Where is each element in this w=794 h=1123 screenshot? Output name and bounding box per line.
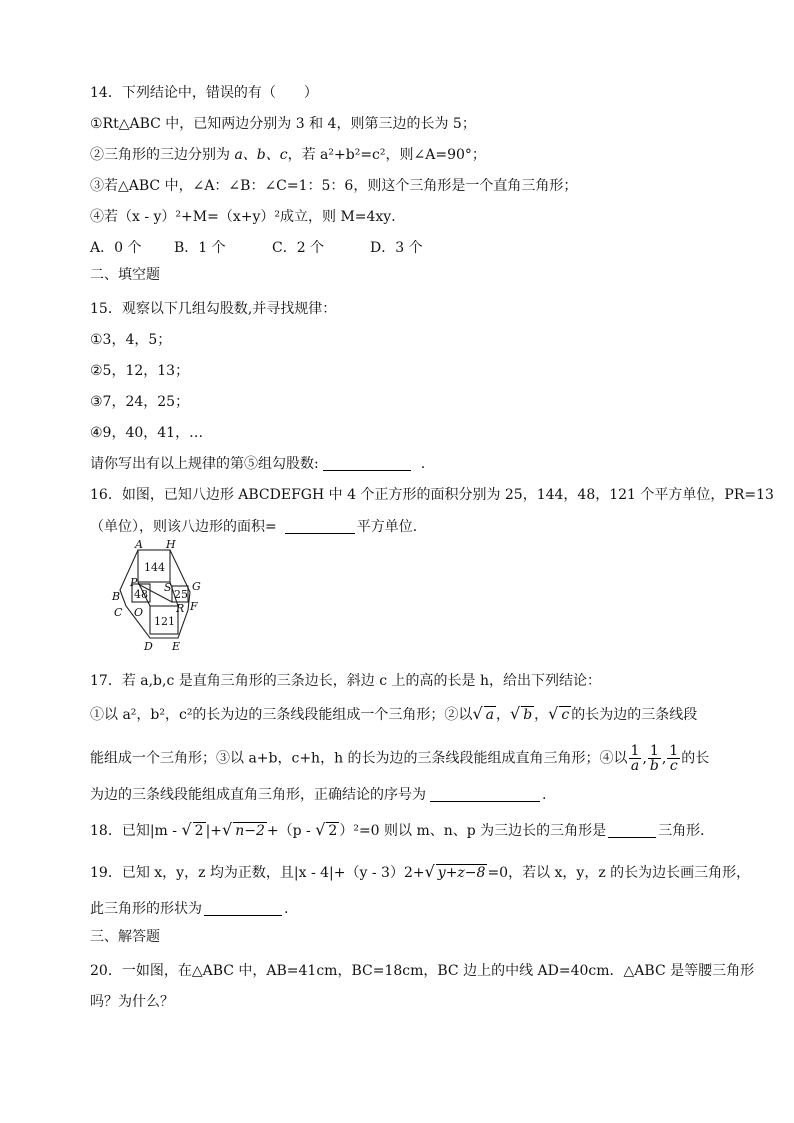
- q17-line-4: 为边的三条线段能组成直角三角形，正确结论的序号为 .: [90, 787, 547, 803]
- q17-line-1: 17．若 a,b,c 是直角三角形的三条边长，斜边 c 上的高的长是 h，给出下列结论：: [90, 673, 601, 689]
- q14-statement-1: ①Rt△ABC 中，已知两边分别为 3 和 4，则第三边的长为 5；: [90, 116, 476, 132]
- label-a: A: [135, 540, 143, 551]
- q14-options: [90, 238, 423, 258]
- answer-blank[interactable]: [608, 821, 656, 838]
- q15-row-1: ①3，4，5；: [90, 332, 172, 348]
- q15-row-3: ③7，24，25；: [90, 394, 190, 410]
- q17-line-2: ①以 a²，b²，c²的长为边的三条线段能组成一个三角形；②以√ a ，√ b ，√ c 的长为边的三条线段: [90, 704, 698, 723]
- q19-line-2: 此三角形的形状为 .: [90, 901, 289, 917]
- label-g: G: [192, 580, 201, 593]
- q14-stem: 14．下列结论中，错误的有（ ）: [90, 85, 318, 101]
- q15-row-2: ②5，12，13；: [90, 363, 190, 379]
- label-h: H: [166, 540, 176, 551]
- octagon-figure: [108, 540, 218, 652]
- label-c: C: [114, 606, 123, 619]
- q20-line-2: 吗？为什么？: [90, 994, 174, 1010]
- area-48: 48: [134, 588, 148, 601]
- answer-blank[interactable]: [430, 785, 540, 802]
- label-e: E: [172, 640, 181, 652]
- area-121: 121: [154, 615, 175, 628]
- label-b: B: [112, 590, 121, 603]
- label-o: O: [134, 606, 144, 619]
- q15-stem: 15．观察以下几组勾股数,并寻找规律：: [90, 301, 337, 317]
- option-b: B．1 个: [174, 240, 226, 256]
- q17-line-3: 能组成一个三角形；③以 a+b，c+h，h 的长为边的三条线段能组成直角三角形；④以 $\frac{1}{a}$ , $\frac{1}{b}$ , $\frac{1}{c}$ 的长: [90, 743, 710, 774]
- q14-statement-4: ④若（x - y）²+M=（x+y）²成立，则 M=4xy．: [90, 209, 406, 225]
- area-144: 144: [144, 561, 165, 574]
- option-d: D．3 个: [370, 240, 423, 256]
- q20-line-1: 20．一如图，在△ABC 中，AB=41cm，BC=18cm，BC 边上的中线 AD=40cm．△ABC 是等腰三角形: [90, 963, 755, 979]
- q14-statement-2: ②三角形的三边分别为 a、b、c，若 a²+b²=c²，则∠A=90°；: [90, 147, 486, 163]
- option-a: A．0 个: [90, 240, 142, 256]
- q16-line-1: 16．如图，已知八边形 ABCDEFGH 中 4 个正方形的面积分别为 25，144，48，121 个平方单位，PR=13: [90, 487, 774, 503]
- label-r: R: [176, 602, 185, 615]
- q14-statement-3: ③若△ABC 中，∠A：∠B：∠C=1：5：6，则这个三角形是一个直角三角形；: [90, 178, 578, 194]
- q15-ask: 请你写出有以上规律的第⑤组勾股数: .: [90, 456, 426, 472]
- label-s: S: [164, 581, 172, 594]
- option-c: C．2 个: [272, 240, 325, 256]
- answer-blank[interactable]: [285, 517, 355, 534]
- section-fill-in: 二、填空题: [90, 267, 160, 283]
- answer-blank[interactable]: [204, 899, 282, 916]
- q15-row-4: ④9，40，41，…: [90, 425, 204, 441]
- q16-line-2: （单位），则该八边形的面积= 平方单位．: [90, 519, 427, 535]
- label-f: F: [190, 600, 198, 613]
- answer-blank[interactable]: [323, 454, 411, 471]
- section-answer: 三、解答题: [90, 929, 160, 945]
- q18-line: 18．已知|m - √ 2 |+√ n−2 +（p - √ 2 ）²=0 则以 m、n、p 为三边长的三角形是 三角形．: [90, 820, 715, 839]
- label-p: P: [130, 576, 138, 589]
- q19-line-1: 19．已知 x，y，z 均为正数，且|x - 4|+（y - 3）2+√ y+z−8 =0，若以 x，y，z 的长为边长画三角形，: [90, 862, 751, 881]
- area-25: 25: [174, 588, 188, 601]
- label-d: D: [144, 640, 153, 652]
